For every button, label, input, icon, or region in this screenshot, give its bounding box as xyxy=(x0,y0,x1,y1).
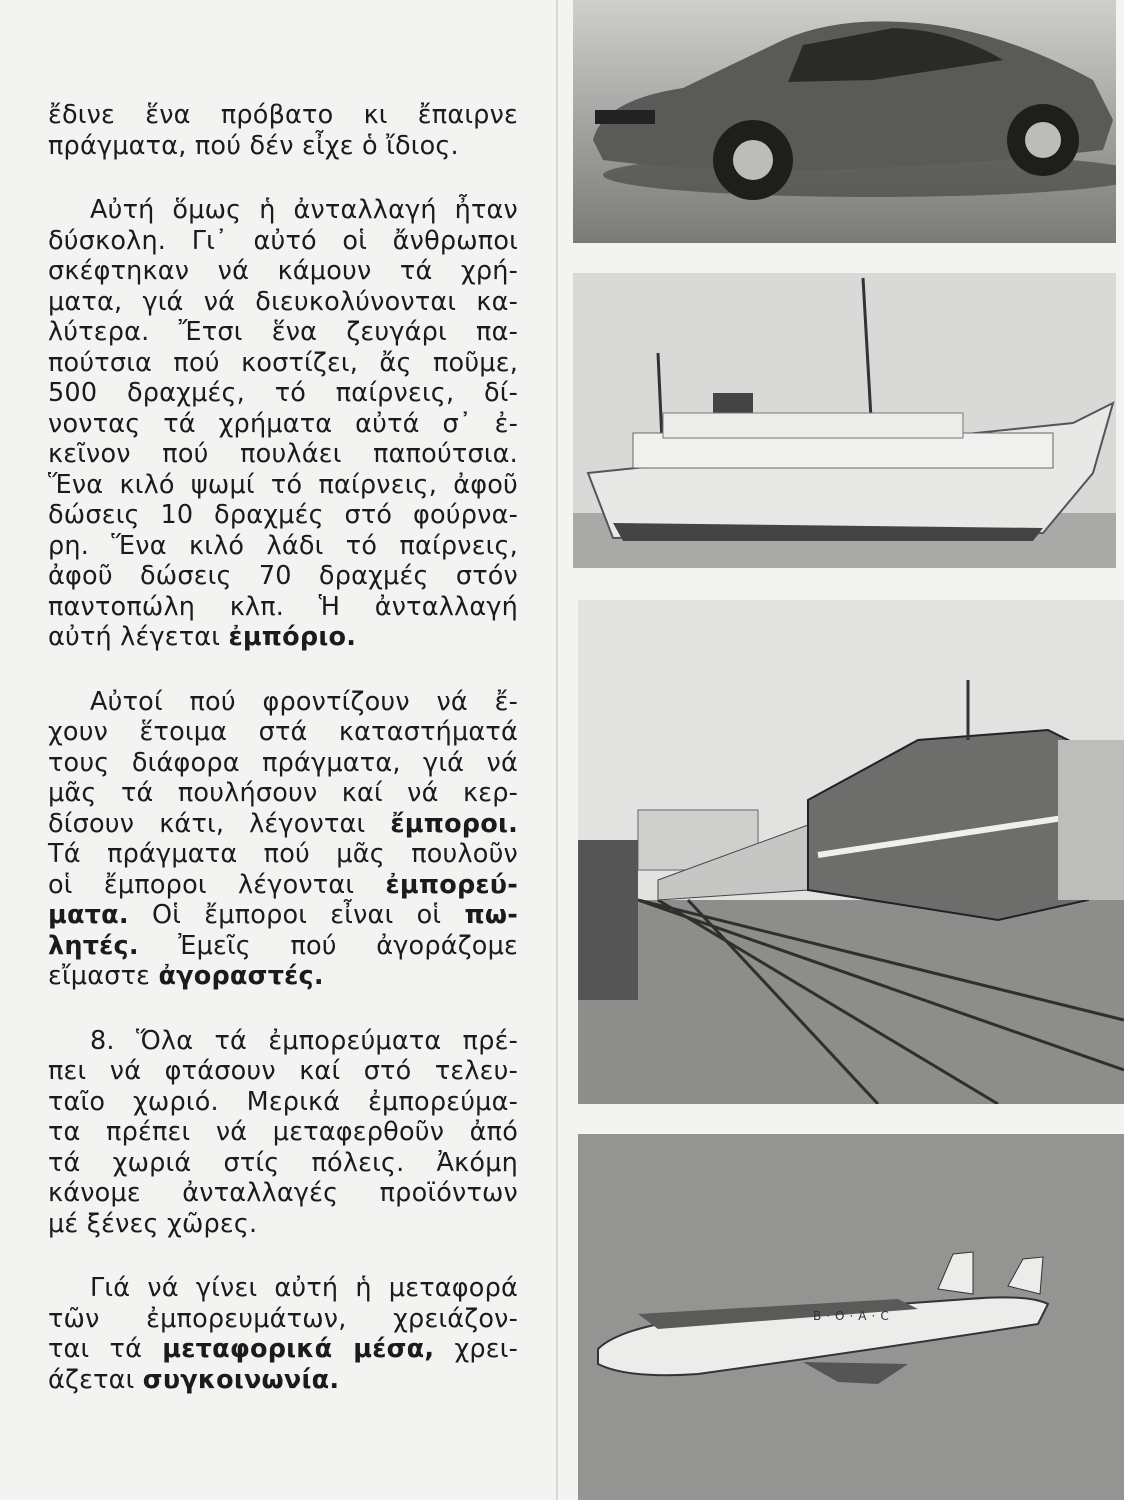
text-line xyxy=(48,1304,518,1335)
text-run: ἔδινε ἕνα πρόβατο κι ἔπαιρνε xyxy=(48,100,518,130)
text-run: άζεται xyxy=(48,1364,143,1395)
text-line xyxy=(48,378,518,409)
text-line xyxy=(48,622,518,653)
text-run: τῶν ἐμπορευμάτων, χρειάζον- xyxy=(48,1303,518,1334)
text-run: μᾶς τά πουλήσουν καί νά κερ- xyxy=(48,778,518,808)
text-line xyxy=(48,409,518,440)
text-run: πούτσια πού κοστίζει, ἄς ποῦμε, xyxy=(48,347,518,378)
text-line xyxy=(48,1148,518,1179)
text-line xyxy=(48,256,518,287)
text-run: δίσουν κάτι, λέγονται xyxy=(48,808,391,839)
text-run: λύτερα. Ἔτσι ἕνα ζευγάρι πα- xyxy=(48,317,518,347)
text-run: παντοπώλη κλπ. Ἡ ἀνταλλαγή xyxy=(48,591,518,622)
text-line xyxy=(48,226,518,257)
text-line xyxy=(48,687,518,718)
paragraph-2 xyxy=(48,195,518,653)
bold-term: ἐμπόριο. xyxy=(228,622,357,652)
train-photo xyxy=(578,600,1124,1104)
text-line xyxy=(48,809,518,840)
text-line xyxy=(48,531,518,562)
text-line xyxy=(48,1026,518,1057)
text-line xyxy=(48,348,518,379)
text-line xyxy=(48,195,518,226)
text-run: Αὐτοί πού φροντίζουν νά ἔ- xyxy=(90,686,518,717)
text-run: Ἕνα κιλό ψωμί τό παίρνεις, ἀφοῦ xyxy=(48,469,518,500)
text-run: κάνομε ἀνταλλαγές προϊόντων xyxy=(48,1178,518,1208)
text-run: τα πρέπει νά μεταφερθοῦν ἀπό xyxy=(48,1117,518,1147)
text-run: Γιά νά γίνει αὐτή ἡ μεταφορά xyxy=(90,1273,518,1303)
bold-term: πω- xyxy=(464,900,518,930)
text-line xyxy=(48,317,518,348)
text-run: χρει- xyxy=(434,1334,518,1364)
text-run: τους διάφορα πράγματα, γιά νά xyxy=(48,747,518,778)
text-line xyxy=(48,748,518,779)
text-run: τά χωριά στίς πόλεις. Ἀκόμη xyxy=(48,1147,518,1178)
text-line xyxy=(48,961,518,992)
text-line xyxy=(48,931,518,962)
text-run: πράγματα, πού δέν εἶχε ὁ ἴδιος. xyxy=(48,130,459,161)
text-run: νοντας τά χρήματα αὐτά σ᾿ ἐ- xyxy=(48,408,518,439)
text-run: εἴμαστε xyxy=(48,961,159,991)
paragraph-1 xyxy=(48,100,518,161)
text-run: Τά πράγματα πού μᾶς πουλοῦν xyxy=(48,839,518,869)
car-photo xyxy=(573,0,1116,243)
text-run: κεῖνον πού πουλάει παπούτσια. xyxy=(48,439,518,469)
text-run: 8. Ὅλα τά ἐμπορεύματα πρέ- xyxy=(90,1025,518,1056)
bold-term: ἐμπορεύ- xyxy=(385,869,518,900)
page-gutter xyxy=(556,0,558,1500)
text-line xyxy=(48,131,518,162)
text-line xyxy=(48,1117,518,1148)
text-line xyxy=(48,1209,518,1240)
text-line xyxy=(48,778,518,809)
text-run: 500 δραχμές, τό παίρνεις, δί- xyxy=(48,378,518,408)
svg-text:B·O·A·C: B·O·A·C xyxy=(813,1309,894,1323)
bold-term: συγκοινωνία. xyxy=(142,1364,340,1395)
text-run: Αὐτή ὅμως ἡ ἀνταλλαγή ἦταν xyxy=(90,195,518,225)
text-run: ται τά xyxy=(48,1334,163,1364)
text-line xyxy=(48,1178,518,1209)
text-line xyxy=(48,561,518,592)
text-run: ταῖο χωριό. Μερικά ἐμπορεύμα- xyxy=(48,1086,518,1117)
paragraph-4 xyxy=(48,1026,518,1240)
text-line xyxy=(48,1365,518,1396)
bold-term: ἀγοραστές. xyxy=(158,961,324,991)
text-line xyxy=(48,1056,518,1087)
text-run: μέ ξένες χῶρες. xyxy=(48,1208,258,1239)
bold-term: μεταφορικά μέσα, xyxy=(162,1334,435,1364)
text-run: αὐτή λέγεται xyxy=(48,622,229,652)
text-line xyxy=(48,1334,518,1365)
text-line xyxy=(48,100,518,131)
text-line xyxy=(48,1273,518,1304)
text-line xyxy=(48,870,518,901)
text-run: οἱ ἔμποροι λέγονται xyxy=(48,869,386,900)
text-line xyxy=(48,900,518,931)
text-line xyxy=(48,717,518,748)
text-line xyxy=(48,439,518,470)
airplane-photo xyxy=(578,1134,1124,1500)
paragraph-3 xyxy=(48,687,518,992)
main-text xyxy=(48,100,518,1395)
text-run: ἀφοῦ δώσεις 70 δραχμές στόν xyxy=(48,561,518,591)
text-run: Οἱ ἔμποροι εἶναι οἱ xyxy=(128,900,465,930)
ship-photo xyxy=(573,273,1116,568)
text-run: Ἐμεῖς πού ἀγοράζομε xyxy=(138,930,518,961)
text-run: χουν ἕτοιμα στά καταστήματά xyxy=(48,717,518,747)
text-run: σκέφτηκαν νά κάμουν τά χρή- xyxy=(48,256,518,286)
paragraph-5 xyxy=(48,1273,518,1395)
text-line xyxy=(48,470,518,501)
text-run: ματα, γιά νά διευκολύνονται κα- xyxy=(48,286,518,317)
text-run: δύσκολη. Γι᾿ αὐτό οἱ ἄνθρωποι xyxy=(48,225,518,256)
text-line xyxy=(48,592,518,623)
text-line xyxy=(48,500,518,531)
text-line xyxy=(48,287,518,318)
text-run: πει νά φτάσουν καί στό τελευ- xyxy=(48,1056,518,1086)
text-line xyxy=(48,839,518,870)
text-run: ρη. Ἕνα κιλό λάδι τό παίρνεις, xyxy=(48,530,518,561)
bold-term: λητές. xyxy=(48,930,139,961)
bold-term: ματα. xyxy=(48,900,129,930)
text-line xyxy=(48,1087,518,1118)
text-run: δώσεις 10 δραχμές στό φούρνα- xyxy=(48,500,518,530)
bold-term: ἔμποροι. xyxy=(390,808,518,839)
